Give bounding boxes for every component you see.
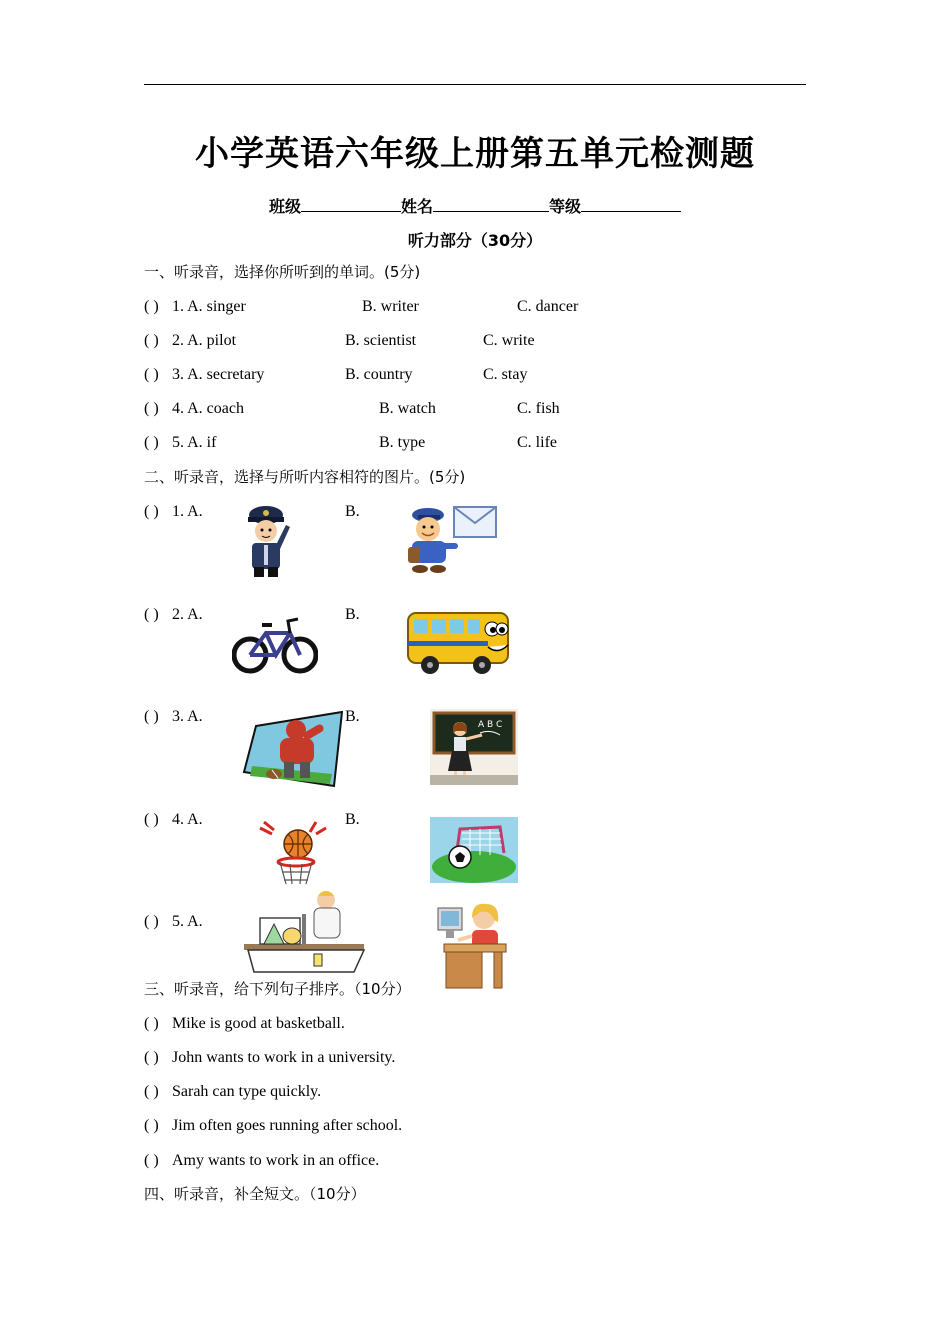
s2-q4-option-b: B. bbox=[345, 811, 360, 828]
section2-heading: 二、听录音，选择与所听内容相符的图片。(5分) bbox=[144, 468, 466, 486]
s3-item5-paren: ( ) bbox=[144, 1152, 159, 1169]
s3-item2-sentence: John wants to work in a university. bbox=[172, 1049, 396, 1066]
police-officer-picture bbox=[240, 503, 292, 579]
s2-q1-option-b: B. bbox=[345, 503, 360, 520]
s1-q1-option-b: B. writer bbox=[362, 298, 419, 315]
class-blank[interactable] bbox=[301, 197, 401, 212]
s3-item3-paren: ( ) bbox=[144, 1083, 159, 1100]
section4-heading: 四、听录音，补全短文。（10分） bbox=[144, 1185, 366, 1203]
s2-q2-option-a: 2. A. bbox=[172, 606, 203, 623]
scientist-picture bbox=[244, 884, 376, 974]
s2-q4-paren: ( ) bbox=[144, 811, 159, 828]
s1-q3-option-a: 3. A. secretary bbox=[172, 366, 265, 383]
s2-q5-option-a: 5. A. bbox=[172, 913, 203, 930]
bus-picture bbox=[404, 605, 514, 677]
s2-q1-paren: ( ) bbox=[144, 503, 159, 520]
s2-q2-paren: ( ) bbox=[144, 606, 159, 623]
listening-header: 听力部分（30分） bbox=[407, 231, 543, 250]
postman-picture bbox=[404, 503, 498, 575]
s3-item1-paren: ( ) bbox=[144, 1015, 159, 1032]
s3-item4-sentence: Jim often goes running after school. bbox=[172, 1117, 403, 1134]
s3-item3-sentence: Sarah can type quickly. bbox=[172, 1083, 322, 1100]
class-label: 班级 bbox=[268, 197, 301, 216]
section1-heading: 一、听录音，选择你所听到的单词。(5分) bbox=[144, 263, 421, 281]
s2-q4-option-a: 4. A. bbox=[172, 811, 203, 828]
s1-q4-option-a: 4. A. coach bbox=[172, 400, 244, 417]
s2-q3-option-a: 3. A. bbox=[172, 708, 203, 725]
name-label: 姓名 bbox=[400, 197, 433, 216]
football-player-picture bbox=[242, 708, 348, 790]
office-worker-picture bbox=[436, 900, 510, 990]
student-info-line bbox=[0, 194, 950, 217]
s1-q4-paren: ( ) bbox=[144, 400, 159, 417]
s1-q2-option-a: 2. A. pilot bbox=[172, 332, 237, 349]
s1-q5-option-b: B. type bbox=[379, 434, 426, 451]
s1-q2-option-c: C. write bbox=[483, 332, 535, 349]
s1-q4-option-b: B. watch bbox=[379, 400, 436, 417]
s1-q5-paren: ( ) bbox=[144, 434, 159, 451]
s1-q3-option-c: C. stay bbox=[483, 366, 528, 383]
s1-q2-option-b: B. scientist bbox=[345, 332, 417, 349]
name-blank[interactable] bbox=[433, 197, 549, 212]
s1-q2-paren: ( ) bbox=[144, 332, 159, 349]
s2-q1-option-a: 1. A. bbox=[172, 503, 203, 520]
bicycle-picture bbox=[232, 613, 318, 675]
grade-blank[interactable] bbox=[581, 197, 681, 212]
s1-q5-option-c: C. life bbox=[517, 434, 557, 451]
s2-q3-option-b: B. bbox=[345, 708, 360, 725]
s1-q3-paren: ( ) bbox=[144, 366, 159, 383]
soccer-goal-picture bbox=[430, 817, 518, 883]
svg-text:A B C: A B C bbox=[478, 720, 503, 730]
page-title: 小学英语六年级上册第五单元检测题 bbox=[195, 134, 755, 174]
s1-q1-paren: ( ) bbox=[144, 298, 159, 315]
s1-q3-option-b: B. country bbox=[345, 366, 413, 383]
s2-q5-paren: ( ) bbox=[144, 913, 159, 930]
s3-item1-sentence: Mike is good at basketball. bbox=[172, 1015, 345, 1032]
s1-q1-option-c: C. dancer bbox=[517, 298, 579, 315]
s1-q4-option-c: C. fish bbox=[517, 400, 560, 417]
basketball-picture bbox=[256, 818, 334, 888]
s3-item4-paren: ( ) bbox=[144, 1117, 159, 1134]
s3-item2-paren: ( ) bbox=[144, 1049, 159, 1066]
s1-q5-option-a: 5. A. if bbox=[172, 434, 217, 451]
s1-q1-option-a: 1. A. singer bbox=[172, 298, 246, 315]
s2-q3-paren: ( ) bbox=[144, 708, 159, 725]
s3-item5-sentence: Amy wants to work in an office. bbox=[172, 1152, 380, 1169]
s2-q2-option-b: B. bbox=[345, 606, 360, 623]
grade-label: 等级 bbox=[549, 197, 582, 216]
top-rule bbox=[144, 84, 806, 85]
section3-heading: 三、听录音，给下列句子排序。（10分） bbox=[144, 980, 411, 998]
teacher-picture bbox=[430, 709, 518, 785]
